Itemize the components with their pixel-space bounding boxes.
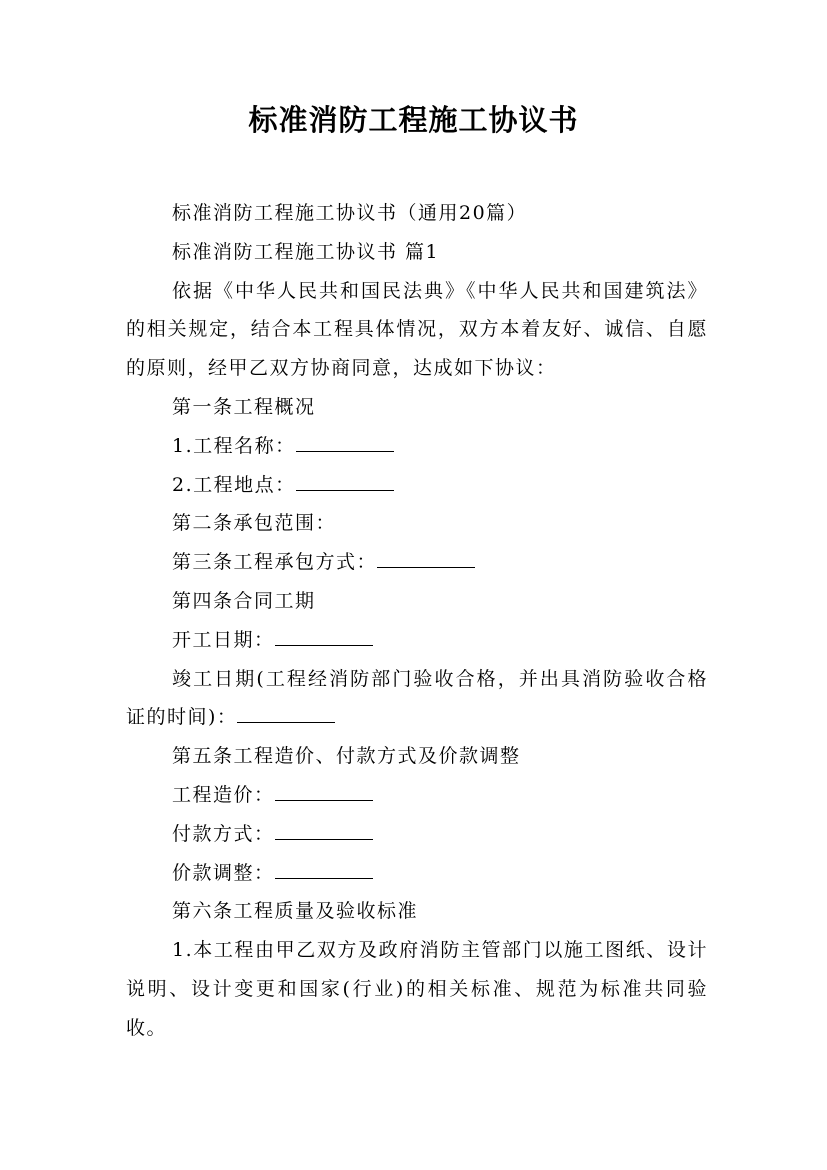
fill-in-blank [275,877,373,879]
field-label: 开工日期： [172,628,275,651]
section-heading [126,737,708,776]
document-title: 标准消防工程施工协议书 [248,103,579,137]
field-label: 1.工程名称： [172,434,296,457]
field-line [126,543,708,582]
paragraph-text: 第二条承包范围： [172,512,337,535]
field-line [126,660,708,738]
fill-in-blank [275,838,373,840]
paragraph-text: 第五条工程造价、付款方式及价款调整 [172,745,521,768]
fill-in-blank [296,450,394,452]
paragraph-text: 标准消防工程施工协议书（通用20篇） [172,202,528,224]
fill-in-blank [275,799,373,801]
paragraph-text: 依据《中华人民共和国民法典》《中华人民共和国建筑法》的相关规定，结合本工程具体情况，双方本着友好、诚信、自愿的原则，经甲乙双方协商同意，达成如下协议： [126,279,708,380]
paragraph-text: 第四条合同工期 [172,589,316,612]
section-heading [126,892,708,931]
paragraph-text: 第一条工程概况 [172,395,316,418]
field-label: 2.工程地点： [172,473,296,496]
paragraph [126,194,708,233]
paragraph-text: 标准消防工程施工协议书 篇1 [172,240,440,263]
field-label: 工程造价： [172,783,275,806]
section-heading [126,504,708,543]
field-line [126,854,708,893]
paragraph [126,272,708,388]
field-line [126,427,708,466]
field-label: 第三条工程承包方式： [172,551,378,574]
fill-in-blank [296,489,394,491]
field-line [126,776,708,815]
paragraph [126,233,708,272]
field-label: 付款方式： [172,822,275,845]
document-body [126,194,708,1048]
fill-in-blank [377,566,475,568]
fill-in-blank [275,644,373,646]
section-heading [126,582,708,621]
field-label: 竣工日期(工程经消防部门验收合格，并出具消防验收合格证的时间)： [126,667,708,729]
paragraph-text: 第六条工程质量及验收标准 [172,900,419,923]
field-line [126,815,708,854]
paragraph [126,931,708,1047]
field-line [126,621,708,660]
field-label: 价款调整： [172,861,275,884]
field-line [126,466,708,505]
section-heading [126,388,708,427]
paragraph-text: 1.本工程由甲乙双方及政府消防主管部门以施工图纸、设计说明、设计变更和国家(行业)的相关标准、规范为标准共同验收。 [126,939,708,1039]
fill-in-blank [237,721,335,723]
